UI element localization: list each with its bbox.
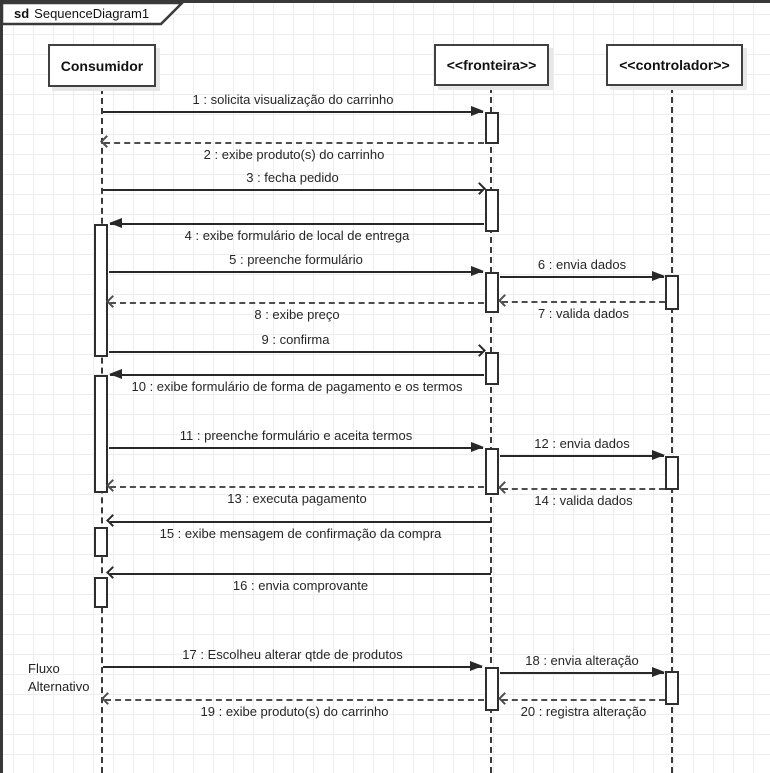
message-label: 10 : exibe formulário de forma de pagamento e os termos	[131, 379, 463, 394]
message-line	[500, 672, 664, 674]
message-label: 8 : exibe preço	[254, 307, 340, 322]
lifeline-head-label: <<fronteira>>	[446, 57, 537, 73]
arrowhead-open-icon	[106, 295, 119, 308]
activation-bar-controlador[interactable]	[665, 671, 679, 705]
message-line	[500, 455, 664, 457]
activation-bar-consumidor[interactable]	[94, 527, 108, 557]
message-label: 4 : exibe formulário de local de entrega	[184, 228, 410, 243]
arrowhead-open-icon	[498, 481, 511, 494]
message-line	[109, 447, 483, 449]
alternative-flow-note[interactable]: Fluxo Alternativo	[28, 661, 90, 694]
lifeline-head-controlador[interactable]	[606, 44, 743, 86]
message-label: 17 : Escolheu alterar qtde de produtos	[182, 647, 403, 662]
message-label: 5 : preenche formulário	[229, 252, 363, 267]
message-line	[110, 374, 484, 376]
message-line	[103, 111, 483, 113]
message-label: 6 : envia dados	[537, 257, 627, 272]
message-line	[110, 521, 491, 523]
message-label: 19 : exibe produto(s) do carrinho	[200, 704, 389, 719]
message-line	[502, 301, 665, 303]
arrowhead-filled-icon	[470, 661, 483, 671]
message-line	[110, 573, 491, 575]
arrowhead-filled-icon	[471, 266, 484, 276]
message-line	[105, 699, 484, 701]
message-line	[500, 276, 664, 278]
message-label: 14 : valida dados	[534, 493, 633, 508]
activation-bar-consumidor[interactable]	[94, 375, 108, 493]
activation-bar-consumidor[interactable]	[94, 577, 108, 608]
lifeline-head-label: Consumidor	[60, 57, 144, 74]
lifeline-head-consumidor[interactable]	[48, 44, 156, 87]
arrowhead-open-icon	[473, 344, 486, 357]
activation-bar-consumidor[interactable]	[94, 224, 108, 357]
arrowhead-open-icon	[473, 182, 486, 195]
lifeline-head-fronteira[interactable]	[434, 44, 549, 86]
message-label: 2 : exibe produto(s) do carrinho	[203, 147, 385, 162]
message-line	[104, 142, 484, 144]
message-line	[109, 351, 482, 353]
message-label: 3 : fecha pedido	[246, 170, 339, 185]
message-line	[109, 271, 483, 273]
message-line	[110, 486, 484, 488]
message-label: 7 : valida dados	[537, 306, 630, 321]
arrowhead-open-icon	[106, 566, 119, 579]
activation-bar-controlador[interactable]	[665, 456, 679, 490]
frame-title	[14, 6, 149, 21]
arrowhead-open-icon	[106, 514, 119, 527]
message-label: 1 : solicita visualização do carrinho	[192, 92, 394, 107]
arrowhead-open-icon	[106, 479, 119, 492]
activation-bar-fronteira[interactable]	[485, 112, 499, 144]
message-line	[502, 488, 665, 490]
activation-bar-fronteira[interactable]	[485, 189, 499, 232]
message-line	[110, 302, 484, 304]
message-line	[103, 189, 482, 191]
arrowhead-filled-icon	[109, 218, 122, 228]
arrowhead-open-icon	[498, 294, 511, 307]
activation-bar-fronteira[interactable]	[485, 272, 499, 313]
message-label: 13 : executa pagamento	[227, 491, 367, 506]
message-label: 9 : confirma	[261, 332, 330, 347]
arrowhead-open-icon	[498, 692, 511, 705]
frame-border-left	[0, 0, 3, 773]
message-label: 20 : registra alteração	[520, 704, 647, 719]
activation-bar-controlador[interactable]	[665, 275, 679, 310]
message-label: 15 : exibe mensagem de confirmação da compra	[159, 526, 442, 541]
message-line	[110, 223, 484, 225]
arrowhead-filled-icon	[652, 667, 665, 677]
message-line	[502, 699, 665, 701]
activation-bar-fronteira[interactable]	[485, 448, 499, 495]
message-label: 18 : envia alteração	[525, 653, 639, 668]
frame-keyword: sd	[14, 6, 30, 21]
arrowhead-filled-icon	[471, 106, 484, 116]
lifeline-head-label: <<controlador>>	[619, 57, 730, 73]
arrowhead-filled-icon	[109, 369, 122, 379]
activation-bar-fronteira[interactable]	[485, 352, 499, 385]
message-label: 11 : preenche formulário e aceita termos	[179, 428, 413, 443]
message-label: 16 : envia comprovante	[232, 578, 369, 593]
activation-bar-fronteira[interactable]	[485, 667, 499, 711]
frame-title-tab[interactable]	[2, 2, 188, 26]
arrowhead-filled-icon	[471, 442, 484, 452]
arrowhead-filled-icon	[652, 450, 665, 460]
frame-name: SequenceDiagram1	[34, 6, 150, 21]
arrowhead-filled-icon	[652, 271, 665, 281]
message-label: 12 : envia dados	[534, 436, 630, 451]
message-line	[103, 666, 482, 668]
